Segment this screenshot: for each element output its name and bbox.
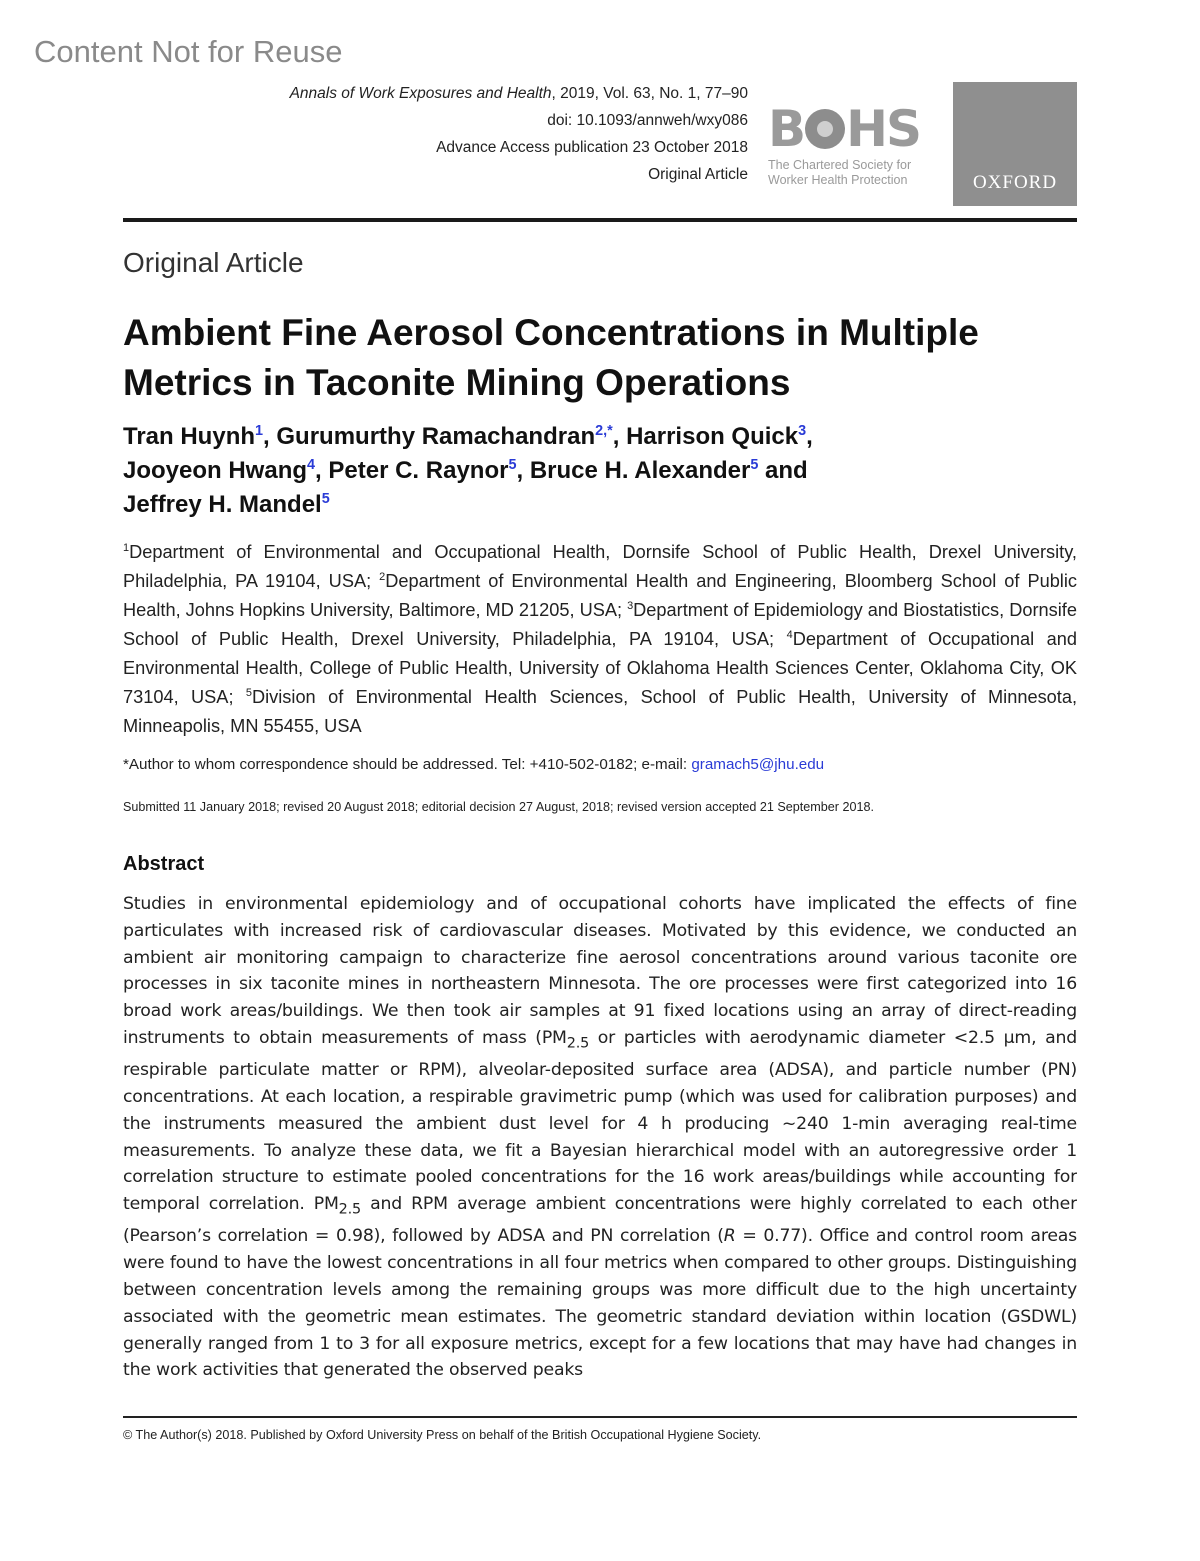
author: Gurumurthy Ramachandran$^{2,*}$, — [276, 423, 627, 450]
watermark: Content Not for Reuse — [34, 34, 343, 69]
bohs-tagline-2: Worker Health Protection — [768, 173, 908, 187]
header-rule — [123, 218, 1077, 222]
footer-rule — [123, 1416, 1077, 1418]
bohs-letter-b: B — [768, 100, 805, 158]
oxford-logo-text: OXFORD — [972, 172, 1058, 193]
article-type: Original Article — [123, 247, 304, 278]
bohs-wordmark — [768, 100, 938, 158]
author-affil-link[interactable]: 5 — [321, 491, 330, 507]
bohs-logo — [768, 100, 938, 188]
correspondence-text: *Author to whom correspondence should be addressed. Tel: +410-502-0182; e-mail: — [123, 756, 692, 773]
author: Bruce H. Alexander$^5$ and — [529, 457, 808, 484]
author-affil-link[interactable]: 4 — [307, 457, 316, 473]
author-affil-link[interactable]: 3 — [798, 423, 807, 439]
oxford-logo — [953, 82, 1077, 206]
author: Harrison Quick$^3$, — [626, 423, 813, 450]
journal-section: Original Article — [648, 166, 748, 183]
author-affil-link[interactable]: 5 — [508, 457, 517, 473]
journal-citation — [290, 80, 748, 107]
author-affil-link[interactable]: 1 — [255, 423, 264, 439]
bohs-tagline — [768, 158, 938, 188]
email-link[interactable]: gramach5@jhu.edu — [691, 756, 825, 773]
abstract-text: Studies in environmental epidemiology and of occupational cohorts have implicated the effects of fine particulates with increased risk of cardiovascular diseases. Motivated by this evidence, we conducted an ambient air monitoring campaign to characterize fine aerosol concentrations around various taconite ore processes in six taconite mines in northeastern Minnesota. The ore processes were first categorized into 16 broad work areas/buildings. We then took air samples at 91 fixed locations using an array of direct-reading instruments to obtain measurements of mass ($PM_{2.5}$ or particles with aerodynamic diameter <2.5 µm, and respirable particulate matter or RPM), alveolar-deposited surface area (ADSA), and particle number (PN) concentrations. At each location, a respirable gravimetric pump (which was used for calibration purposes) and the instruments measured the ambient dust level for 4 h producing ~240 1-min averaging real-time measurements. To analyze these data, we fit a Bayesian hierarchical model with an autoregressive order 1 correlation structure to estimate pooled concentrations for the 16 work areas/buildings while accounting for temporal correlation. $PM_{2.5}$ and RPM average ambient concentrations were highly correlated to each other (Pearson’s correlation = 0.98), followed by ADSA and PN correlation (R = 0.77). Office and control room areas were found to have the lowest concentrations in all four metrics when compared to other groups. Distinguishing between concentration levels among the remaining groups was more difficult due to the high uncertainty associated with the geometric mean estimates. The geometric standard deviation within location (GSDWL) generally ranged from 1 to 3 for all exposure metrics, except for a few locations that may have had changes in the work activities that generated the observed peaks — [123, 894, 1077, 1381]
journal-doi: doi: 10.1093/annweh/wxy086 — [547, 112, 748, 129]
author-affil-link[interactable]: 2,* — [595, 423, 613, 439]
correspondence — [123, 756, 824, 773]
author-list — [123, 420, 1083, 522]
author: Peter C. Raynor$^5$, — [328, 457, 530, 484]
journal-meta — [290, 80, 748, 188]
author-affil-link[interactable]: 5 — [750, 457, 759, 473]
abstract-heading: Abstract — [123, 853, 205, 875]
author: Jeffrey H. Mandel$^5$ — [123, 491, 330, 518]
copyright-notice: © The Author(s) 2018. Published by Oxford University Press on behalf of the British Occupational Hygiene Society. — [123, 1428, 762, 1442]
bohs-tagline-1: The Chartered Society for — [768, 158, 912, 172]
journal-access: Advance Access publication 23 October 2018 — [436, 139, 748, 156]
author: Jooyeon Hwang$^4$, — [123, 457, 329, 484]
author: Tran Huynh$^1$, — [123, 423, 277, 450]
bohs-o-icon — [805, 109, 845, 149]
journal-name: Annals of Work Exposures and Health — [289, 85, 552, 102]
submission-dates: Submitted 11 January 2018; revised 20 August 2018; editorial decision 27 August, 2018; revised version accepted 21 September 2018. — [123, 800, 874, 814]
journal-volume: , 2019, Vol. 63, No. 1, 77–90 — [551, 85, 748, 102]
bohs-letters-hs: HS — [846, 100, 920, 158]
affiliations: $^1$Department of Environmental and Occupational Health, Dornsife School of Public Health, Drexel University, Philadelphia, PA 19104, USA; $^2$Department of Environmental Health and Engineering, Bloomberg School of Public Health, Johns Hopkins University, Baltimore, MD 21205, USA; $^3$Department of Epidemiology and Biostatistics, Dornsife School of Public Health, Drexel University, Philadelphia, PA 19104, USA; $^4$Department of Occupational and Environmental Health, College of Public Health, University of Oklahoma Health Sciences Center, Oklahoma City, OK 73104, USA; $^5$Division of Environmental Health Sciences, School of Public Health, University of Minnesota, Minneapolis, MN 55455, USA — [123, 541, 1078, 736]
article-title: Ambient Fine Aerosol Concentrations in Multiple Metrics in Taconite Mining Operations — [123, 312, 979, 403]
